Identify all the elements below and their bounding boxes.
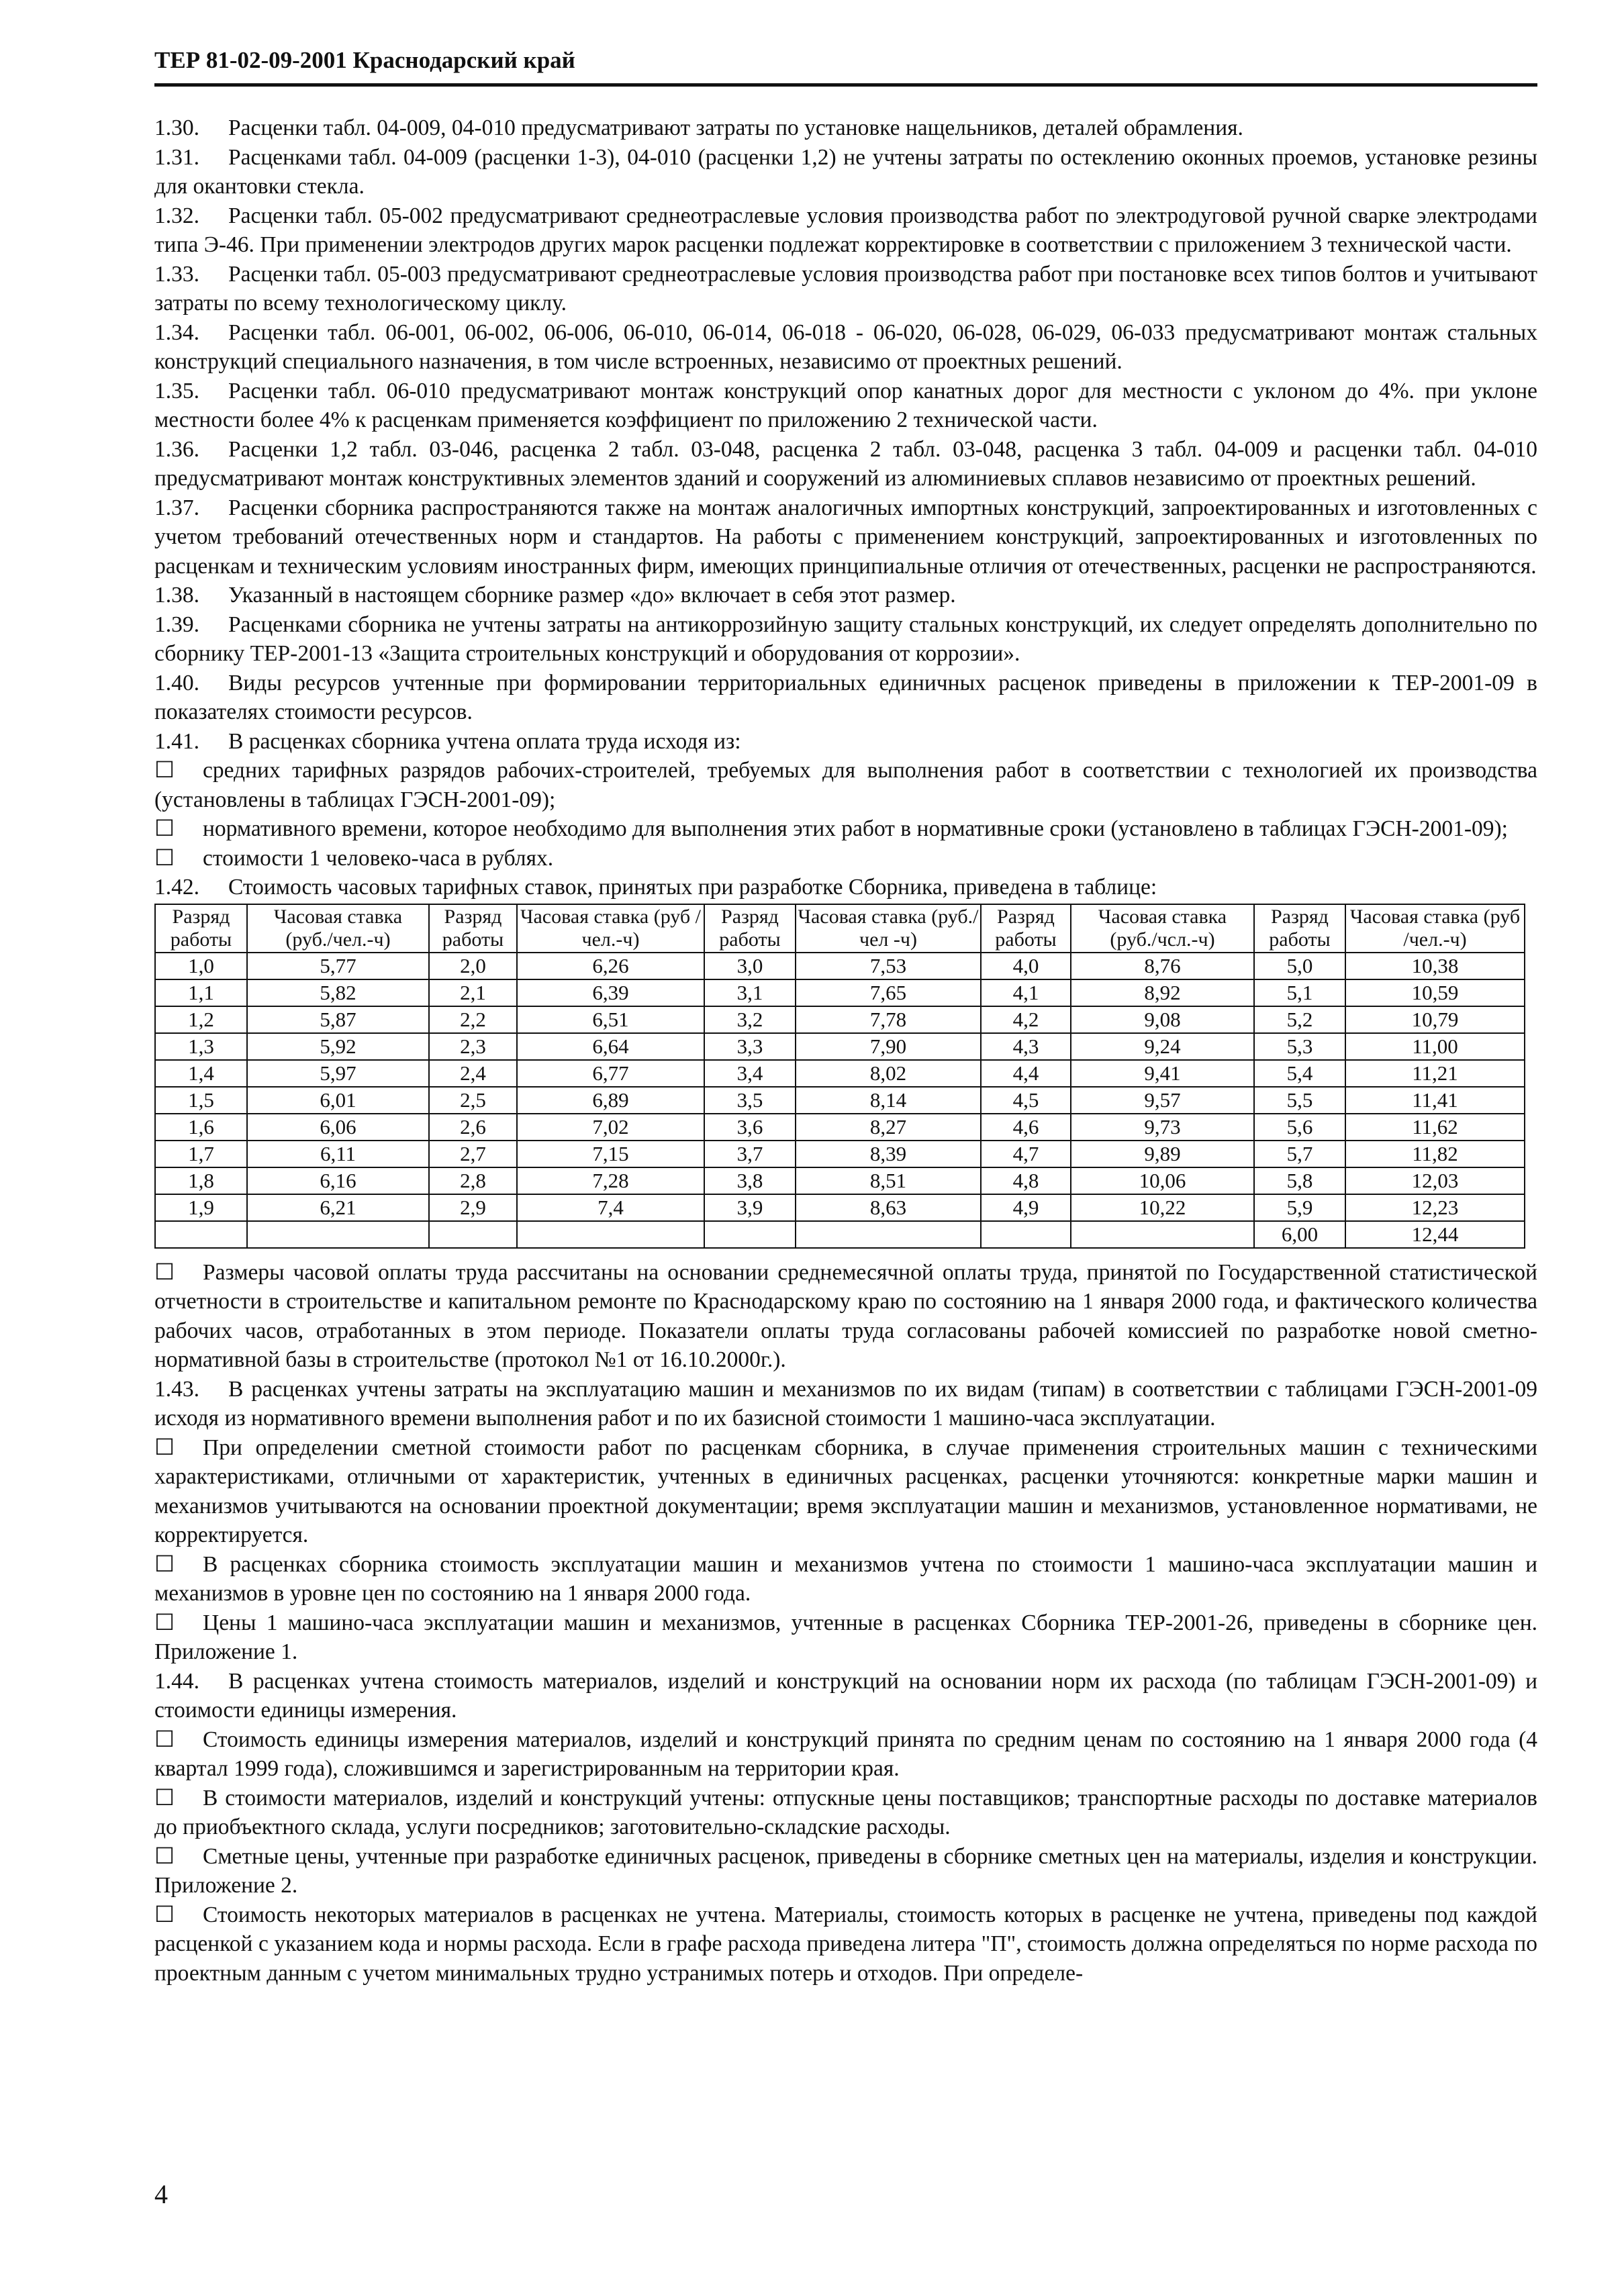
table-row <box>155 1060 1525 1087</box>
table-row <box>155 979 1525 1006</box>
table-row <box>155 1087 1525 1114</box>
bullet-paragraph <box>154 1900 1537 1988</box>
paragraph-number: 1.41. <box>154 728 199 754</box>
table-cell: 11,82 <box>1345 1141 1525 1167</box>
numbered-paragraph <box>154 669 1537 727</box>
paragraphs-before-table <box>154 113 1537 902</box>
table-cell: 1,2 <box>155 1006 247 1033</box>
table-cell: 9,89 <box>1071 1141 1254 1167</box>
table-header-cell: Разряд работы <box>1254 904 1345 953</box>
bullet-paragraph <box>154 1725 1537 1784</box>
checkbox-bullet-icon: ☐ <box>154 1259 175 1285</box>
checkbox-bullet-icon: ☐ <box>154 1902 175 1927</box>
table-row <box>155 1141 1525 1167</box>
table-cell: 3,7 <box>704 1141 796 1167</box>
table-cell: 12,44 <box>1345 1221 1525 1248</box>
table-row <box>155 1167 1525 1194</box>
table-cell: 5,82 <box>247 979 429 1006</box>
table-header-cell: Разряд работы <box>704 904 796 953</box>
table-row <box>155 1006 1525 1033</box>
numbered-paragraph <box>154 493 1537 581</box>
table-header-cell: Часовая ставка (руб /чел.-ч) <box>517 904 704 953</box>
table-cell: 6,77 <box>517 1060 704 1087</box>
table-cell: 5,9 <box>1254 1194 1345 1221</box>
table-cell: 2,9 <box>429 1194 517 1221</box>
numbered-paragraph <box>154 260 1537 318</box>
paragraph-text: Расценками сборника не учтены затраты на антикоррозийную защиту стальных конструкций, их следует определять дополнительно по сборнику ТЕР-2001-13 «Защита строительных конструкций и оборудования от коррозии». <box>154 612 1537 666</box>
table-cell: 8,63 <box>796 1194 981 1221</box>
table-header-cell: Разряд работы <box>429 904 517 953</box>
paragraph-text: Сметные цены, учтенные при разработке единичных расценок, приведены в сборнике сметных цен на материалы, изделия и конструкции. Приложение 2. <box>154 1843 1537 1898</box>
table-cell: 1,1 <box>155 979 247 1006</box>
table-cell: 8,39 <box>796 1141 981 1167</box>
table-cell: 4,8 <box>981 1167 1071 1194</box>
table-cell: 10,79 <box>1345 1006 1525 1033</box>
paragraph-text: Стоимость некоторых материалов в расценках не учтена. Материалы, стоимость которых в расценке не учтена, приведены под каждой расценкой с указанием кода и нормы расхода. Если в графе расхода приведена литера "П", стоимость должна определяться по норме расхода по проектным данным с учетом минимальных трудно устранимых потерь и отходов. При определе- <box>154 1902 1537 1986</box>
table-cell: 6,64 <box>517 1033 704 1060</box>
paragraph-number: 1.39. <box>154 612 199 637</box>
bullet-paragraph <box>154 1550 1537 1608</box>
numbered-paragraph <box>154 873 1537 902</box>
table-cell: 5,6 <box>1254 1114 1345 1141</box>
table-header-cell: Разряд работы <box>155 904 247 953</box>
table-row <box>155 953 1525 979</box>
document-body <box>154 113 1537 1988</box>
table-cell: 2,6 <box>429 1114 517 1141</box>
paragraph-number: 1.38. <box>154 583 199 608</box>
table-cell: 6,21 <box>247 1194 429 1221</box>
table-cell: 3,8 <box>704 1167 796 1194</box>
checkbox-bullet-icon: ☐ <box>154 1610 175 1635</box>
numbered-paragraph <box>154 727 1537 757</box>
table-cell: 3,9 <box>704 1194 796 1221</box>
hourly-rates-table <box>154 904 1525 1249</box>
table-cell: 6,89 <box>517 1087 704 1114</box>
table-cell: 10,06 <box>1071 1167 1254 1194</box>
paragraph-number: 1.42. <box>154 875 199 900</box>
paragraph-text: стоимости 1 человеко-часа в рублях. <box>203 845 554 871</box>
table-cell: 7,78 <box>796 1006 981 1033</box>
paragraph-number: 1.33. <box>154 261 199 287</box>
table-cell: 5,8 <box>1254 1167 1345 1194</box>
table-cell: 7,15 <box>517 1141 704 1167</box>
table-row <box>155 1114 1525 1141</box>
table-cell: 4,5 <box>981 1087 1071 1114</box>
table-cell: 6,39 <box>517 979 704 1006</box>
paragraph-text: Расценки табл. 06-010 предусматривают монтаж конструкций опор канатных дорог для местности с уклоном до 4%. при уклоне местности более 4% к расценкам применяется коэффициент по приложению 2 технической части. <box>154 378 1537 432</box>
table-cell: 5,0 <box>1254 953 1345 979</box>
paragraph-text: Расценки сборника распространяются также на монтаж аналогичных импортных конструкций, запроектированных и изготовленных с учетом требований отечественных норм и стандартов. На работы с применением конструкций, запроектированных и изготовленных по расценкам и техническим условиям иностранных фирм, имеющих принципиальные отличия от отечественных, расценки не распространяются. <box>154 495 1537 579</box>
paragraph-text: Расценки 1,2 табл. 03-046, расценка 2 табл. 03-048, расценка 2 табл. 03-048, расценка 3 табл. 04-009 и расценки табл. 04-010 предусматривают монтаж конструктивных элементов зданий и сооружений из алюминиевых сплавов независимо от проектных решений. <box>154 436 1537 491</box>
paragraph-number: 1.37. <box>154 495 199 520</box>
table-cell <box>981 1221 1071 1248</box>
numbered-paragraph <box>154 377 1537 435</box>
numbered-paragraph <box>154 1375 1537 1433</box>
table-cell <box>517 1221 704 1248</box>
table-cell: 5,4 <box>1254 1060 1345 1087</box>
table-cell: 11,62 <box>1345 1114 1525 1141</box>
numbered-paragraph <box>154 113 1537 143</box>
running-header: ТЕР 81-02-09-2001 Краснодарский край <box>154 47 575 73</box>
table-cell: 4,9 <box>981 1194 1071 1221</box>
table-cell: 5,77 <box>247 953 429 979</box>
table-cell <box>429 1221 517 1248</box>
table-cell: 11,41 <box>1345 1087 1525 1114</box>
numbered-paragraph <box>154 318 1537 377</box>
table-cell: 6,16 <box>247 1167 429 1194</box>
table-cell: 7,28 <box>517 1167 704 1194</box>
numbered-paragraph <box>154 435 1537 493</box>
table-row <box>155 1194 1525 1221</box>
table-cell <box>247 1221 429 1248</box>
table-cell: 5,97 <box>247 1060 429 1087</box>
table-cell: 5,92 <box>247 1033 429 1060</box>
paragraph-number: 1.36. <box>154 436 199 462</box>
table-cell: 4,0 <box>981 953 1071 979</box>
paragraph-text: нормативного времени, которое необходимо для выполнения этих работ в нормативные сроки (установлено в таблицах ГЭСН-2001-09); <box>203 816 1508 841</box>
paragraph-number: 1.32. <box>154 203 199 228</box>
paragraph-text: В стоимости материалов, изделий и конструкций учтены: отпускные цены поставщиков; транспортные расходы по доставке материалов до приобъектного склада, услуги посредников; заготовительно-складские расходы. <box>154 1785 1537 1839</box>
table-cell: 11,21 <box>1345 1060 1525 1087</box>
table-cell: 8,76 <box>1071 953 1254 979</box>
table-cell: 5,3 <box>1254 1033 1345 1060</box>
table-cell: 10,59 <box>1345 979 1525 1006</box>
table-cell: 9,73 <box>1071 1114 1254 1141</box>
table-body <box>155 953 1525 1248</box>
table-cell <box>1071 1221 1254 1248</box>
table-cell: 12,23 <box>1345 1194 1525 1221</box>
table-cell: 5,1 <box>1254 979 1345 1006</box>
table-cell: 3,6 <box>704 1114 796 1141</box>
paragraph-text: При определении сметной стоимости работ по расценкам сборника, в случае применения строительных машин с техническими характеристиками, отличными от характеристик, учтенных в единичных расценках, расценки уточняются: конкретные марки машин и механизмов учитываются на основании проектной документации; время эксплуатации машин и механизмов, установленное нормативами, не корректируется. <box>154 1435 1537 1547</box>
table-header-cell: Часовая ставка (руб./чел -ч) <box>796 904 981 953</box>
table-cell: 2,2 <box>429 1006 517 1033</box>
table-cell: 4,7 <box>981 1141 1071 1167</box>
paragraph-text: Стоимость единицы измерения материалов, изделий и конструкций принята по средним ценам по состоянию на 1 января 2000 года (4 квартал 1999 года), сложившимся и зарегистрированным на территории края. <box>154 1727 1537 1781</box>
paragraph-text: В расценках сборника учтена оплата труда исходя из: <box>228 728 741 754</box>
table-cell: 3,3 <box>704 1033 796 1060</box>
header-rule <box>154 83 1537 87</box>
paragraph-number: 1.34. <box>154 320 199 345</box>
table-cell: 6,00 <box>1254 1221 1345 1248</box>
table-cell: 2,8 <box>429 1167 517 1194</box>
paragraph-number: 1.31. <box>154 144 199 170</box>
table-cell: 7,53 <box>796 953 981 979</box>
paragraph-text: В расценках сборника стоимость эксплуатации машин и механизмов учтена по стоимости 1 машино-часа эксплуатации машин и механизмов в уровне цен по состоянию на 1 января 2000 года. <box>154 1551 1537 1606</box>
table-cell: 8,92 <box>1071 979 1254 1006</box>
paragraph-text: средних тарифных разрядов рабочих-строителей, требуемых для выполнения работ в соответствии с технологией их производства (установлены в таблицах ГЭСН-2001-09); <box>154 758 1537 812</box>
table-cell: 1,6 <box>155 1114 247 1141</box>
table-header-cell: Часовая ставка (руб /чел.-ч) <box>1345 904 1525 953</box>
checkbox-bullet-icon: ☐ <box>154 1435 175 1460</box>
paragraph-text: Расценки табл. 04-009, 04-010 предусматривают затраты по установке нащельников, деталей обрамления. <box>228 115 1243 140</box>
table-cell: 3,4 <box>704 1060 796 1087</box>
paragraph-text: Цены 1 машино-часа эксплуатации машин и механизмов, учтенные в расценках Сборника ТЕР-2001-26, приведены в сборнике цен. Приложение 1. <box>154 1610 1537 1664</box>
table-cell: 3,1 <box>704 979 796 1006</box>
paragraph-text: В расценках учтены затраты на эксплуатацию машин и механизмов по их видам (типам) в соответствии с таблицами ГЭСН-2001-09 исходя из нормативного времени выполнения работ и по их базисной стоимости 1 машино-часа эксплуатации. <box>154 1376 1537 1431</box>
page <box>154 47 1537 1988</box>
checkbox-bullet-icon: ☐ <box>154 1843 175 1869</box>
table-cell: 7,02 <box>517 1114 704 1141</box>
paragraph-text: Размеры часовой оплаты труда рассчитаны на основании среднемесячной оплаты труда, принятой по Государственной статистической отчетности в строительстве и капитальном ремонте по Краснодарскому краю по состоянию на 1 января 2000 года, и фактического количества рабочих часов, отработанных в этом периоде. Показатели оплаты труда согласованы рабочей комиссией по разработке новой сметно-нормативной базы в строительстве (протокол №1 от 16.10.2000г.). <box>154 1259 1537 1372</box>
checkbox-bullet-icon: ☐ <box>154 758 175 783</box>
table-cell: 4,3 <box>981 1033 1071 1060</box>
table-cell: 1,0 <box>155 953 247 979</box>
table-header-cell: Часовая ставка (руб./чел.-ч) <box>247 904 429 953</box>
table-cell: 6,26 <box>517 953 704 979</box>
table-row <box>155 1221 1525 1248</box>
checkbox-bullet-icon: ☐ <box>154 845 175 871</box>
numbered-paragraph <box>154 610 1537 669</box>
table-row <box>155 1033 1525 1060</box>
table-cell: 4,6 <box>981 1114 1071 1141</box>
bullet-paragraph <box>154 1608 1537 1667</box>
paragraph-text: Расценки табл. 05-003 предусматривают среднеотраслевые условия производства работ при постановке всех типов болтов и учитывают затраты по всему технологическому циклу. <box>154 261 1537 316</box>
numbered-paragraph <box>154 1667 1537 1725</box>
paragraph-text: В расценках учтена стоимость материалов, изделий и конструкций на основании норм их расхода (по таблицам ГЭСН-2001-09) и стоимости единицы измерения. <box>154 1668 1537 1723</box>
paragraph-number: 1.35. <box>154 378 199 403</box>
table-cell: 1,9 <box>155 1194 247 1221</box>
numbered-paragraph <box>154 581 1537 610</box>
table-cell: 2,7 <box>429 1141 517 1167</box>
table-cell: 12,03 <box>1345 1167 1525 1194</box>
table-cell: 2,1 <box>429 979 517 1006</box>
bullet-paragraph <box>154 756 1537 814</box>
table-cell <box>704 1221 796 1248</box>
paragraph-number: 1.30. <box>154 115 199 140</box>
table-cell: 3,0 <box>704 953 796 979</box>
table-cell: 7,65 <box>796 979 981 1006</box>
paragraph-text: Расценки табл. 05-002 предусматривают среднеотраслевые условия производства работ по электродуговой ручной сварке электродами типа Э-46. При применении электродов других марок расценки подлежат корректировке в соответствии с приложением 3 технической части. <box>154 203 1537 257</box>
table-cell: 2,3 <box>429 1033 517 1060</box>
checkbox-bullet-icon: ☐ <box>154 1785 175 1811</box>
bullet-paragraph <box>154 844 1537 873</box>
table-cell: 6,51 <box>517 1006 704 1033</box>
bullet-paragraph <box>154 1258 1537 1375</box>
paragraph-text: Указанный в настоящем сборнике размер «до» включает в себя этот размер. <box>228 583 956 608</box>
table-header-row <box>155 904 1525 953</box>
table-cell: 9,41 <box>1071 1060 1254 1087</box>
table-cell: 4,2 <box>981 1006 1071 1033</box>
table-cell: 5,87 <box>247 1006 429 1033</box>
table-cell: 5,5 <box>1254 1087 1345 1114</box>
paragraph-number: 1.43. <box>154 1376 199 1402</box>
paragraph-text: Стоимость часовых тарифных ставок, принятых при разработке Сборника, приведена в таблице: <box>228 875 1157 900</box>
table-cell: 2,0 <box>429 953 517 979</box>
table-cell: 10,38 <box>1345 953 1525 979</box>
table-cell: 4,4 <box>981 1060 1071 1087</box>
paragraphs-after-table <box>154 1258 1537 1988</box>
table-cell: 10,22 <box>1071 1194 1254 1221</box>
table-cell: 3,2 <box>704 1006 796 1033</box>
paragraph-text: Расценками табл. 04-009 (расценки 1-3), 04-010 (расценки 1,2) не учтены затраты по остеклению оконных проемов, установке резины для окантовки стекла. <box>154 144 1537 199</box>
table-cell: 1,4 <box>155 1060 247 1087</box>
paragraph-number: 1.40. <box>154 670 199 695</box>
numbered-paragraph <box>154 143 1537 201</box>
bullet-paragraph <box>154 814 1537 844</box>
table-cell: 6,11 <box>247 1141 429 1167</box>
table-cell: 7,4 <box>517 1194 704 1221</box>
table-cell: 11,00 <box>1345 1033 1525 1060</box>
table-header-cell: Часовая ставка (руб./чсл.-ч) <box>1071 904 1254 953</box>
table-cell <box>155 1221 247 1248</box>
table-cell: 9,24 <box>1071 1033 1254 1060</box>
table-cell: 9,08 <box>1071 1006 1254 1033</box>
bullet-paragraph <box>154 1433 1537 1550</box>
checkbox-bullet-icon: ☐ <box>154 816 175 841</box>
bullet-paragraph <box>154 1784 1537 1842</box>
table-cell: 7,90 <box>796 1033 981 1060</box>
table-cell: 6,06 <box>247 1114 429 1141</box>
table-cell: 4,1 <box>981 979 1071 1006</box>
table-cell: 8,51 <box>796 1167 981 1194</box>
page-number: 4 <box>154 2179 168 2209</box>
table-cell: 5,7 <box>1254 1141 1345 1167</box>
table-cell: 8,27 <box>796 1114 981 1141</box>
table-cell: 3,5 <box>704 1087 796 1114</box>
numbered-paragraph <box>154 201 1537 260</box>
table-cell: 6,01 <box>247 1087 429 1114</box>
table-cell: 1,8 <box>155 1167 247 1194</box>
table-header-cell: Разряд работы <box>981 904 1071 953</box>
table-cell: 9,57 <box>1071 1087 1254 1114</box>
table-cell: 5,2 <box>1254 1006 1345 1033</box>
table-cell: 2,4 <box>429 1060 517 1087</box>
table-cell: 8,02 <box>796 1060 981 1087</box>
table-cell: 8,14 <box>796 1087 981 1114</box>
table-cell: 1,7 <box>155 1141 247 1167</box>
bullet-paragraph <box>154 1842 1537 1900</box>
paragraph-text: Расценки табл. 06-001, 06-002, 06-006, 06-010, 06-014, 06-018 - 06-020, 06-028, 06-029, 06-033 предусматривают монтаж стальных конструкций специального назначения, в том числе встроенных, независимо от проектных решений. <box>154 320 1537 374</box>
checkbox-bullet-icon: ☐ <box>154 1727 175 1752</box>
checkbox-bullet-icon: ☐ <box>154 1551 175 1577</box>
paragraph-number: 1.44. <box>154 1668 199 1694</box>
paragraph-text: Виды ресурсов учтенные при формировании территориальных единичных расценок приведены в приложении к ТЕР-2001-09 в показателях стоимости ресурсов. <box>154 670 1537 724</box>
table-cell: 1,5 <box>155 1087 247 1114</box>
table-cell: 2,5 <box>429 1087 517 1114</box>
table-cell: 1,3 <box>155 1033 247 1060</box>
table-cell <box>796 1221 981 1248</box>
